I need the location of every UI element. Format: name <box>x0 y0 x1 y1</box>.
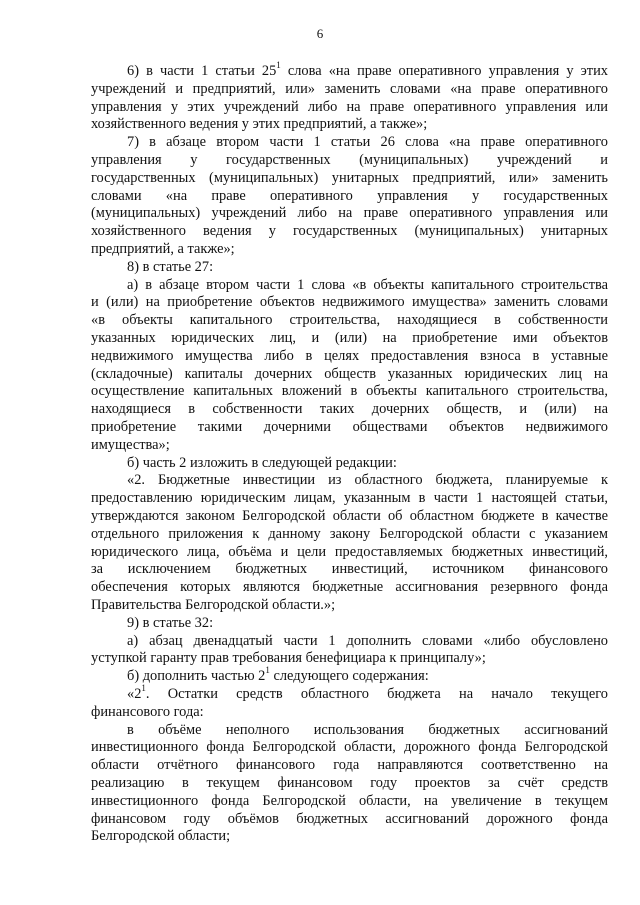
text-line: за исключением бюджетных инвестиций, источником финансового <box>91 561 608 578</box>
text-line: а) абзац двенадцатый части 1 дополнить словами «либо обусловлено <box>127 632 608 649</box>
text-line: находящиеся в собственности таких дочерних обществ, и (или) на <box>91 401 608 418</box>
line-text: 6) в части 1 статьи 25 <box>127 63 277 79</box>
text-line: уступкой гаранту прав требования бенефициара к принципалу»; <box>91 650 486 667</box>
text-line: и (или) на приобретение объектов недвижимого имущества» заменить словами <box>91 294 608 311</box>
text-line: «2. Бюджетные инвестиции из областного бюджета, планируемые к <box>127 472 608 489</box>
text-line: области отчётного финансового года направляются соответственно на <box>91 757 608 774</box>
text-line: осуществление капитальных вложений в объекты капитального строительства, <box>91 383 608 400</box>
text-line: (муниципальных) учреждений либо на праве оперативного управления или <box>91 205 608 222</box>
text-line: «в объекты капитального строительства, находящиеся в собственности <box>91 312 608 329</box>
text-line: недвижимого имущества либо в целях предоставления взноса в уставные <box>91 347 608 364</box>
text-line: хозяйственного ведения у государственных (муниципальных) унитарных <box>91 223 608 240</box>
text-line: предприятий, а также»; <box>91 241 235 257</box>
text-line: учреждений и предприятий, или» заменить словами «на праве оперативного <box>91 80 608 97</box>
superscript: 1 <box>141 683 146 694</box>
text-line: реализацию в текущем финансовом году проектов за счёт средств <box>91 775 608 791</box>
text-line: а) в абзаце втором части 1 слова «в объекты капитального строительства <box>127 276 608 293</box>
text-line: 8) в статье 27: <box>127 258 214 275</box>
line-text-tail: следующего содержания: <box>269 668 429 685</box>
text-line: инвестиционного фонда Белгородской области, дорожного фонда Белгородской <box>91 739 608 756</box>
line-text-tail: . Остатки средств областного бюджета на начало текущего <box>145 686 608 702</box>
page-number: 6 <box>316 26 324 41</box>
text-line: 7) в абзаце втором части 1 статьи 26 слова «на праве оперативного <box>127 134 608 151</box>
text-line: Правительства Белгородской области.»; <box>91 597 336 613</box>
text-line: управления у этих учреждений либо на праве оперативного управления или <box>91 98 608 115</box>
superscript: 1 <box>276 60 281 71</box>
text-line: Белгородской области; <box>91 828 231 845</box>
text-line: государственных (муниципальных) унитарных предприятий, или» заменить <box>91 169 608 186</box>
text-line: словами «на праве оперативного управления у государственных <box>91 187 608 204</box>
text-line: приобретение такими дочерними обществами объектов недвижимого <box>91 419 608 435</box>
text-line: указанных юридических лиц, и (или) на приобретение ими объектов <box>91 330 608 346</box>
line-text: «2 <box>127 686 142 702</box>
text-line: б) часть 2 изложить в следующей редакции: <box>127 454 397 471</box>
text-line: хозяйственного ведения у этих предприятий, а также»; <box>91 116 428 133</box>
text-line: обеспечения которых являются бюджетные ассигнования резервного фонда <box>91 579 608 596</box>
text-line: юридического лица, объёма и цели предоставляемых бюджетных инвестиций, <box>91 543 608 560</box>
text-line: в объёме неполного использования бюджетных ассигнований <box>127 721 608 738</box>
text-line: инвестиционного фонда Белгородской области, на увеличение в текущем <box>91 792 608 809</box>
superscript: 1 <box>265 665 270 676</box>
text-line <box>127 685 608 703</box>
text-line: управления у государственных (муниципальных) учреждений и <box>91 152 608 168</box>
text-line <box>127 62 608 80</box>
text-line: отдельного приложения к данному закону Белгородской области с указанием <box>91 525 608 542</box>
text-line: финансового года: <box>91 703 204 720</box>
text-line: предоставлению юридическим лицам, указанным в части 1 настоящей статьи, <box>91 490 608 507</box>
text-line: (складочные) капиталы дочерних обществ указанных юридических лиц на <box>91 365 608 382</box>
text-line: имущества»; <box>91 436 170 453</box>
text-line: утверждаются законом Белгородской области об областном бюджете в качестве <box>91 508 608 524</box>
text-line <box>127 667 608 685</box>
text-line: 9) в статье 32: <box>127 614 214 631</box>
text-line: финансовом году объёмов бюджетных ассигнований дорожного фонда <box>91 810 608 827</box>
line-text: б) дополнить частью 2 <box>127 668 266 685</box>
line-text-tail: слова «на праве оперативного управления у этих <box>280 63 608 79</box>
